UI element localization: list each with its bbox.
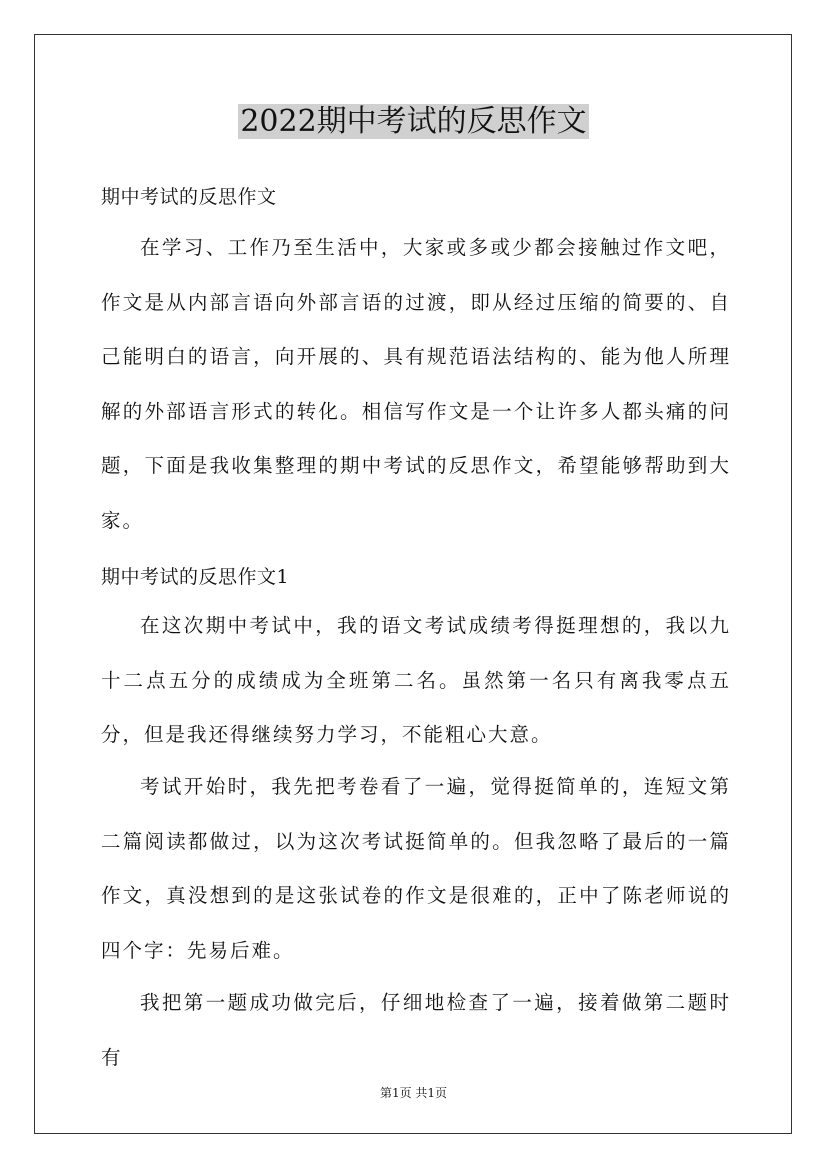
essay-paragraph-2: 考试开始时，我先把考卷看了一遍，觉得挺简单的，连短文第二篇阅读都做过，以为这次考试挺简单的。但我忽略了最后的一篇作文，真没想到的是这张试卷的作文是很难的，正中了陈老师说的四个字：先易后难。 [101,775,731,962]
essay-paragraph-3: 我把第一题成功做完后，仔细地检查了一遍，接着做第二题时有 [101,991,731,1069]
document-title-container [0,100,827,144]
essay-heading: 期中考试的反思作文1 [101,566,290,588]
section-heading: 期中考试的反思作文 [101,186,277,208]
page-footer: 第1页 共1页 [379,1086,448,1100]
document-title: 2022期中考试的反思作文 [240,104,587,139]
essay-paragraph-1: 在这次期中考试中，我的语文考试成绩考得挺理想的，我以九十二点五分的成绩成为全班第二名。虽然第一名只有离我零点五分，但是我还得继续努力学习，不能粗心大意。 [101,614,731,746]
intro-paragraph: 在学习、工作乃至生活中，大家或多或少都会接触过作文吧，作文是从内部言语向外部言语的过渡，即从经过压缩的简要的、自己能明白的语言，向开展的、具有规范语法结构的、能为他人所理解的外部语言形式的转化。相信写作文是一个让许多人都头痛的问题，下面是我收集整理的期中考试的反思作文，希望能够帮助到大家。 [101,236,731,532]
